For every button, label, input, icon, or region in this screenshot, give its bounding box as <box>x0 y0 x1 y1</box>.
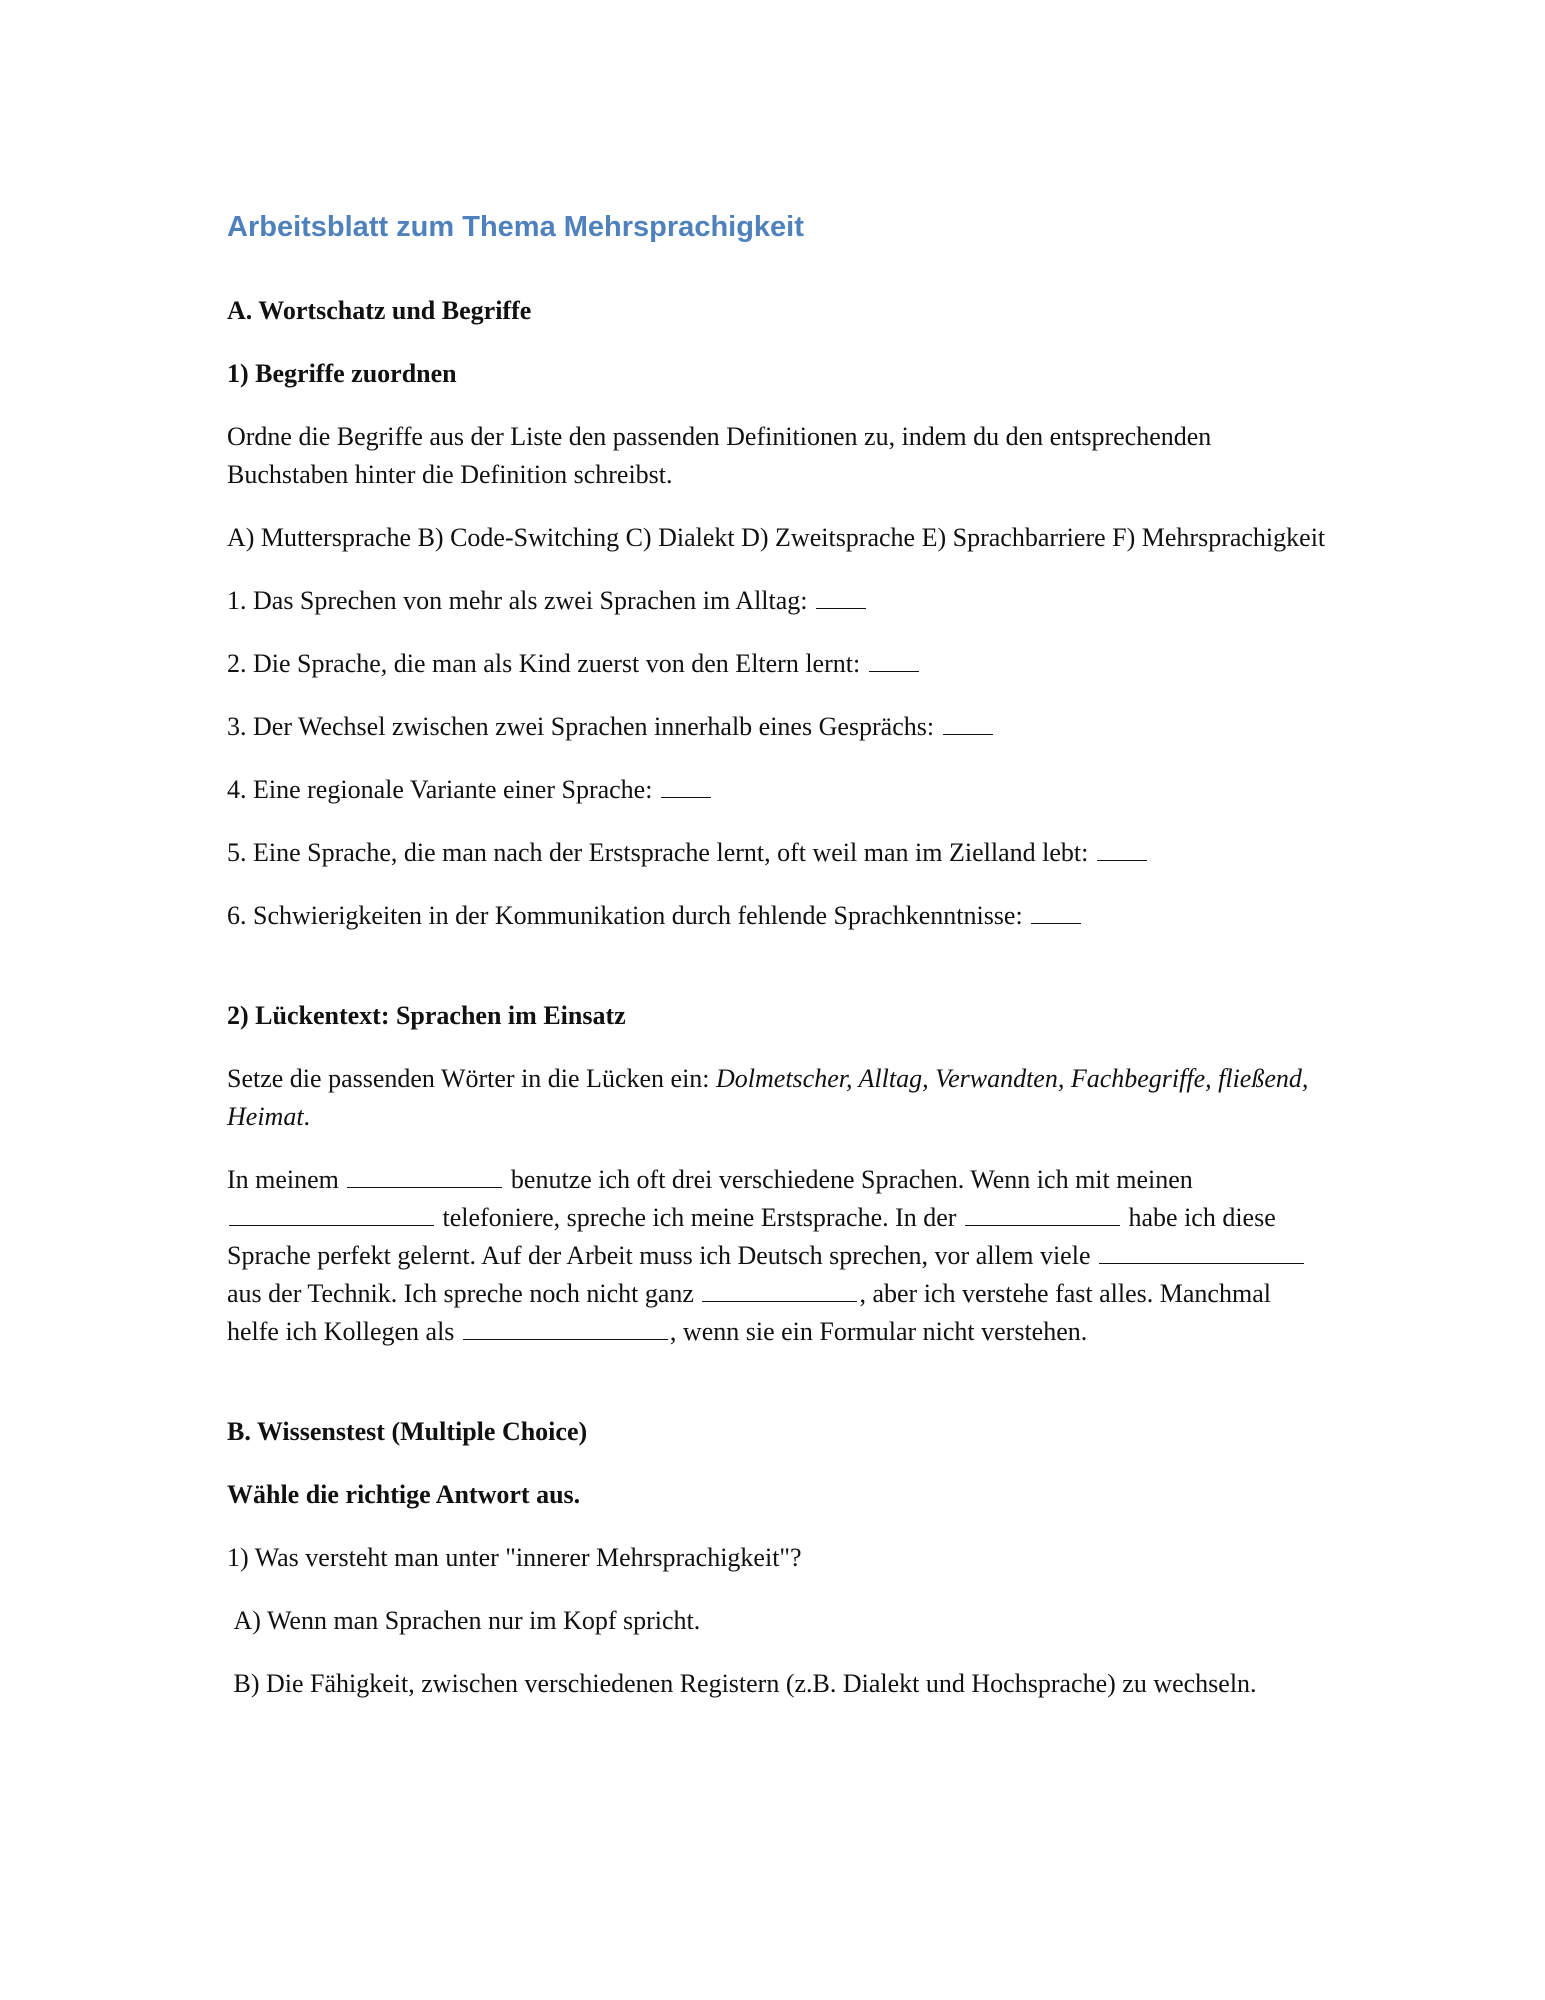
definition-text: 2. Die Sprache, die man als Kind zuerst von den Eltern lernt: <box>227 649 861 678</box>
task1-heading: 1) Begriffe zuordnen <box>227 359 457 388</box>
section-b-heading: B. Wissenstest (Multiple Choice) <box>227 1417 588 1446</box>
definition-text: 6. Schwierigkeiten in der Kommunikation durch fehlende Sprachkenntnisse: <box>227 901 1023 930</box>
section-a-heading: A. Wortschatz und Begriffe <box>227 296 532 325</box>
definition-text: 3. Der Wechsel zwischen zwei Sprachen innerhalb eines Gesprächs: <box>227 712 935 741</box>
answer-blank[interactable] <box>1031 897 1081 924</box>
word-bank: Dolmetscher, Alltag, Verwandten, Fachbegriffe, fließend, Heimat <box>227 1064 1309 1131</box>
option-b[interactable]: B) Die Fähigkeit, zwischen verschiedenen Registern (z.B. Dialekt und Hochsprache) zu wechseln. <box>227 1669 1257 1698</box>
instruction-suffix: . <box>303 1102 311 1131</box>
definition-item <box>227 771 1327 809</box>
term-list: A) Muttersprache B) Code-Switching C) Dialekt D) Zweitsprache E) Sprachbarriere F) Mehrsprachigkeit <box>227 523 1326 552</box>
cloze-segment: benutze ich oft drei verschiedene Sprachen. Wenn ich mit meinen <box>504 1165 1193 1194</box>
cloze-segment: telefoniere, spreche ich meine Erstsprache. In der <box>436 1203 963 1232</box>
task2-heading: 2) Lückentext: Sprachen im Einsatz <box>227 1001 626 1030</box>
answer-blank[interactable] <box>816 582 866 609</box>
option-a[interactable]: A) Wenn man Sprachen nur im Kopf spricht. <box>227 1606 701 1635</box>
cloze-segment: aus der Technik. Ich spreche noch nicht ganz <box>227 1279 701 1308</box>
answer-blank[interactable] <box>943 708 993 735</box>
question-1: 1) Was versteht man unter "innerer Mehrsprachigkeit"? <box>227 1543 802 1572</box>
definition-item <box>227 897 1327 935</box>
definition-item <box>227 708 1327 746</box>
cloze-segment: In meinem <box>227 1165 346 1194</box>
cloze-blank[interactable] <box>229 1199 434 1226</box>
cloze-text <box>227 1161 1327 1351</box>
cloze-segment: habe ich diese Sprache perfekt gelernt. Auf der Arbeit muss ich Deutsch sprechen, vor allem viele <box>227 1203 1276 1270</box>
task1-instruction: Ordne die Begriffe aus der Liste den passenden Definitionen zu, indem du den entsprechenden Buchstaben hinter die Definition schreibst. <box>227 422 1212 489</box>
definition-text: 1. Das Sprechen von mehr als zwei Sprachen im Alltag: <box>227 586 808 615</box>
task2-instruction <box>227 1060 1327 1136</box>
answer-blank[interactable] <box>869 645 919 672</box>
answer-blank[interactable] <box>1097 834 1147 861</box>
worksheet-title: Arbeitsblatt zum Thema Mehrsprachigkeit <box>227 211 804 243</box>
definition-item <box>227 582 1327 620</box>
cloze-blank[interactable] <box>965 1199 1120 1226</box>
cloze-segment: , wenn sie ein Formular nicht verstehen. <box>669 1317 1088 1346</box>
cloze-segment: , aber ich verstehe fast alles. Manchmal helfe ich Kollegen als <box>227 1279 1271 1346</box>
definition-text: 5. Eine Sprache, die man nach der Erstsprache lernt, oft weil man im Zielland lebt: <box>227 838 1089 867</box>
answer-blank[interactable] <box>661 771 711 798</box>
section-b-subheading: Wähle die richtige Antwort aus. <box>227 1480 581 1509</box>
cloze-blank[interactable] <box>347 1161 502 1188</box>
definition-item <box>227 645 1327 683</box>
worksheet-page <box>227 205 1327 1703</box>
cloze-blank[interactable] <box>1099 1237 1304 1264</box>
instruction-prefix: Setze die passenden Wörter in die Lücken ein: <box>227 1064 717 1093</box>
definition-text: 4. Eine regionale Variante einer Sprache: <box>227 775 653 804</box>
definition-item <box>227 834 1327 872</box>
cloze-blank[interactable] <box>702 1275 857 1302</box>
cloze-blank[interactable] <box>463 1313 668 1340</box>
